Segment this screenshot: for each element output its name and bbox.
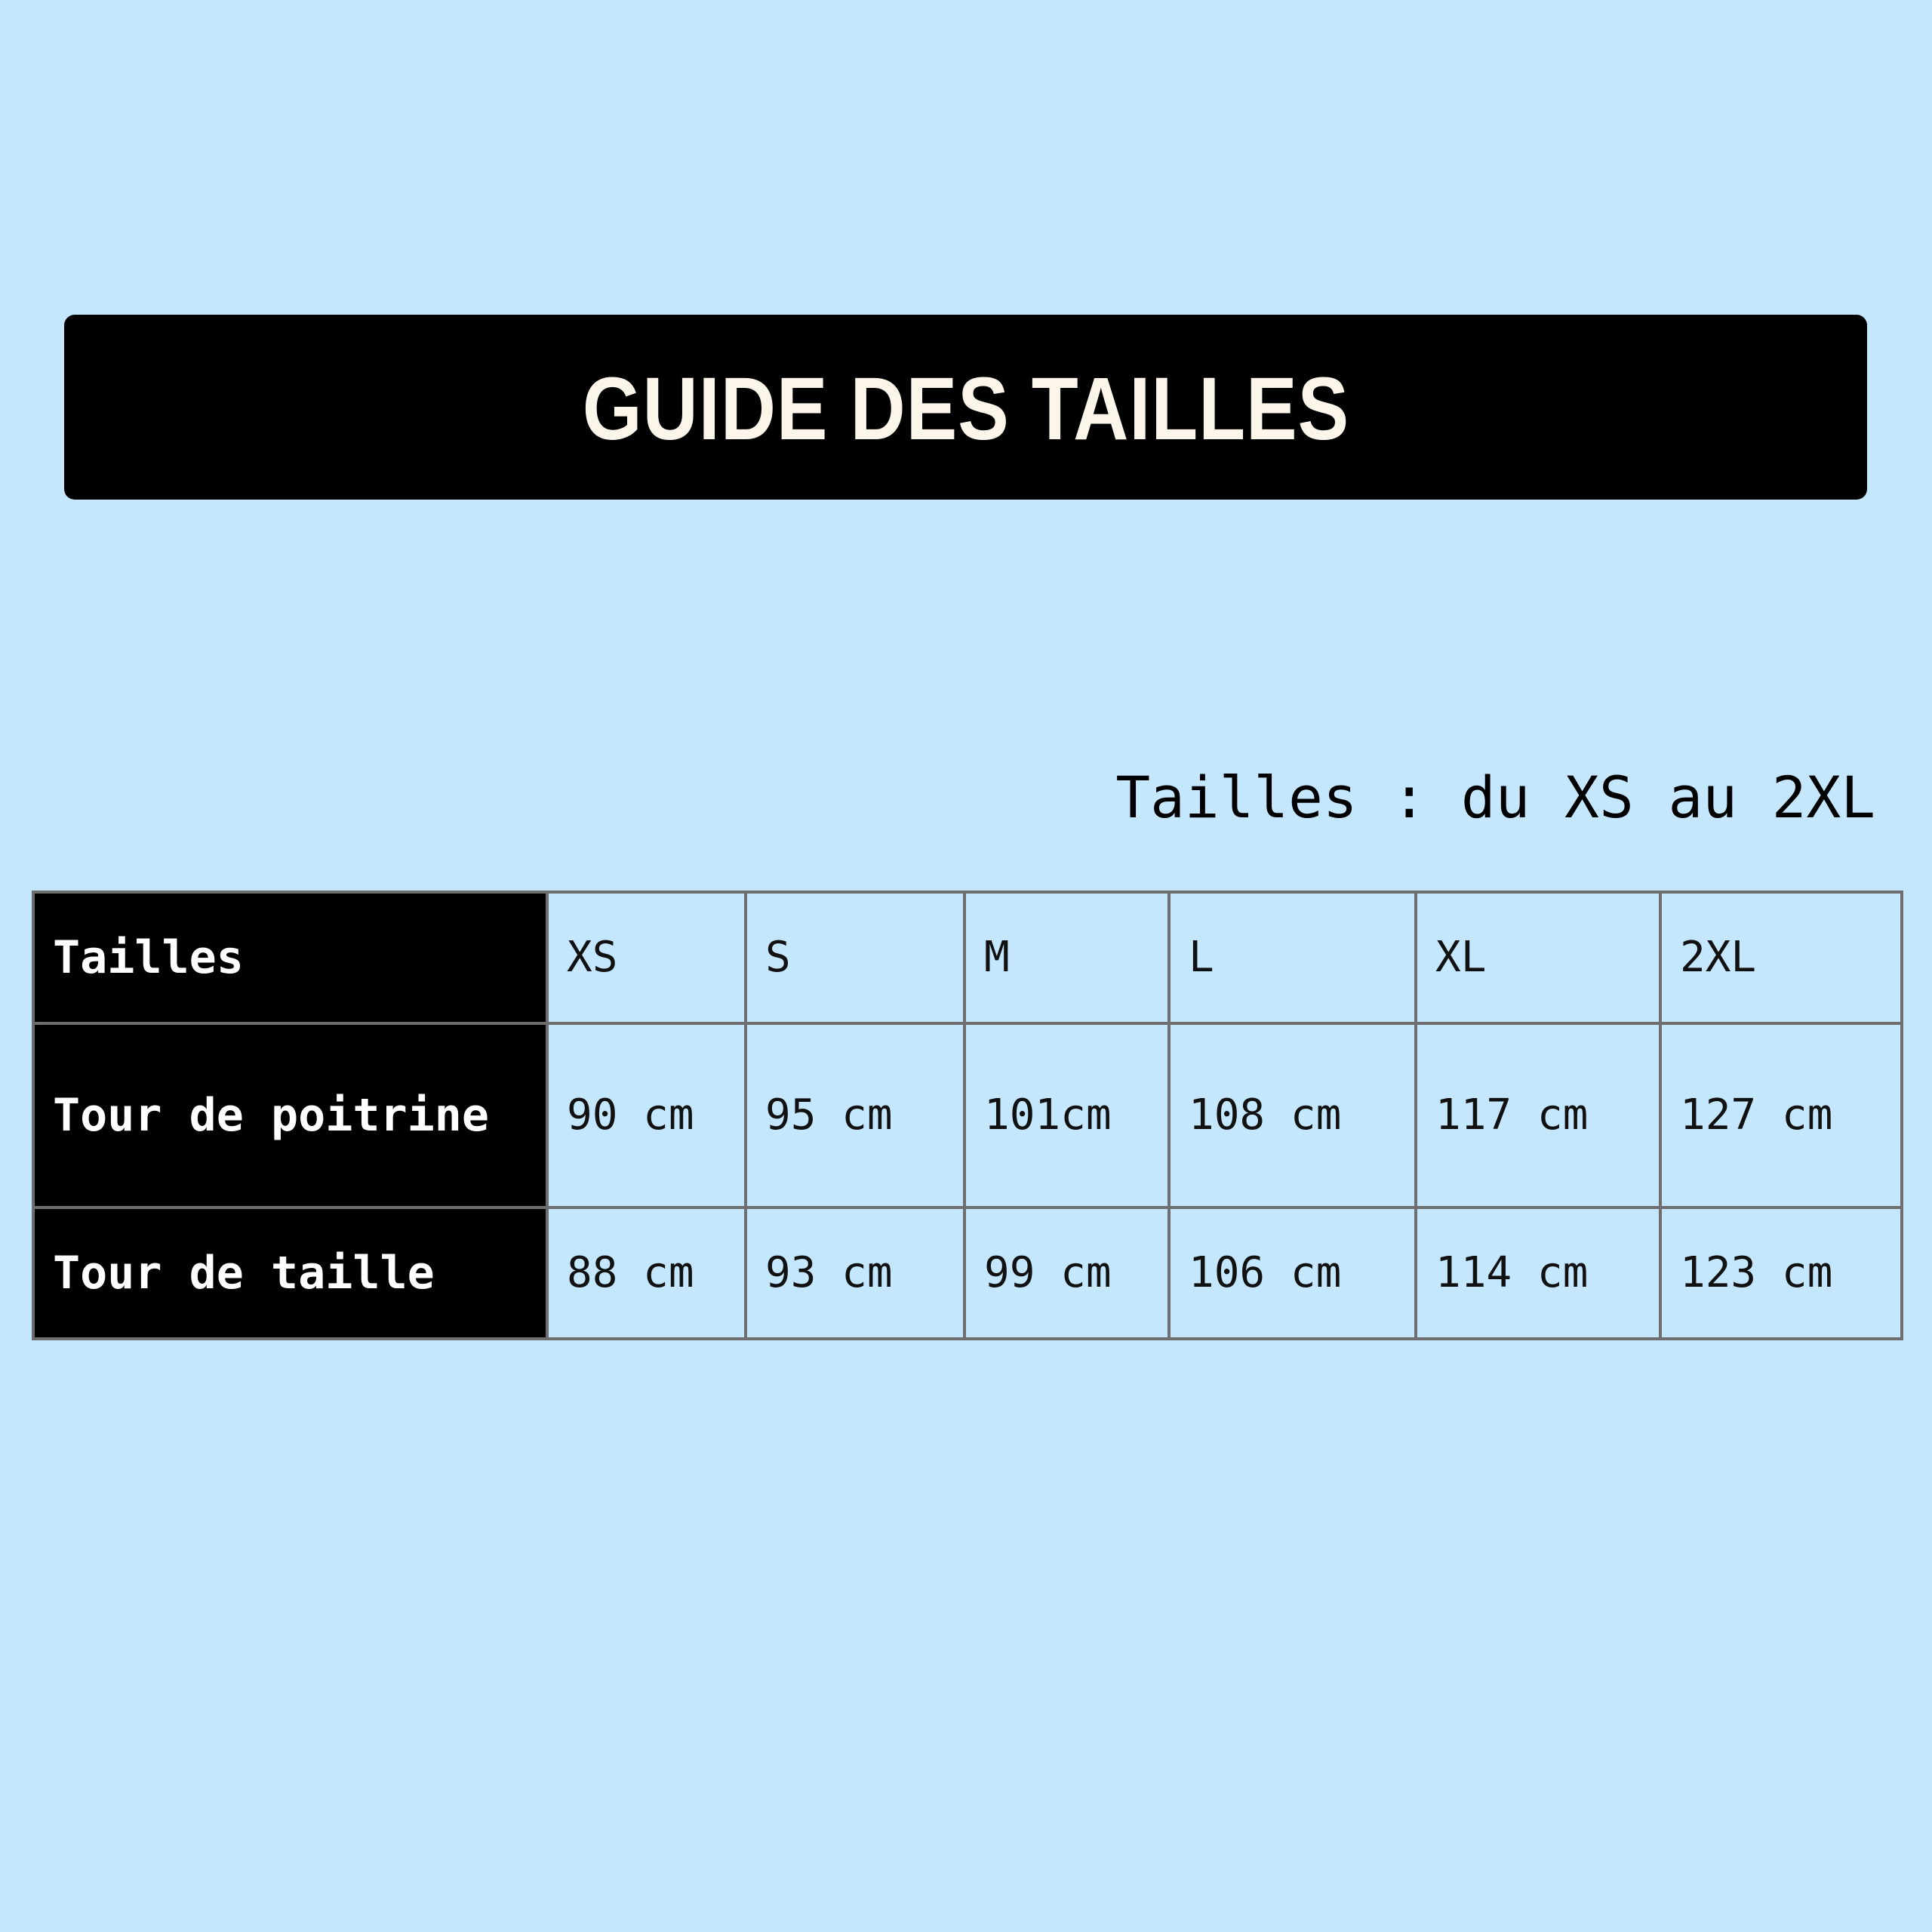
table-row-waist	[33, 1208, 1902, 1339]
waist-cell-xs: 88 cm	[547, 1208, 746, 1339]
waist-cell-xl: 114 cm	[1416, 1208, 1660, 1339]
size-cell-m: M	[964, 892, 1169, 1023]
chest-cell-l: 108 cm	[1169, 1023, 1416, 1208]
waist-cell-s: 93 cm	[746, 1208, 964, 1339]
size-range-subtitle: Tailles : du XS au 2XL	[1115, 764, 1875, 831]
size-cell-2xl: 2XL	[1660, 892, 1902, 1023]
chest-cell-xl: 117 cm	[1416, 1023, 1660, 1208]
row-header-chest: Tour de poitrine	[33, 1023, 547, 1208]
chest-cell-xs: 90 cm	[547, 1023, 746, 1208]
page-title: GUIDE DES TAILLES	[582, 358, 1349, 459]
chest-cell-m: 101cm	[964, 1023, 1169, 1208]
waist-cell-2xl: 123 cm	[1660, 1208, 1902, 1339]
size-chart-table	[32, 891, 1903, 1340]
chest-cell-s: 95 cm	[746, 1023, 964, 1208]
waist-cell-m: 99 cm	[964, 1208, 1169, 1339]
size-cell-xs: XS	[547, 892, 746, 1023]
size-cell-xl: XL	[1416, 892, 1660, 1023]
table-row-sizes	[33, 892, 1902, 1023]
row-header-waist: Tour de taille	[33, 1208, 547, 1339]
table-row-chest	[33, 1023, 1902, 1208]
waist-cell-l: 106 cm	[1169, 1208, 1416, 1339]
title-banner	[64, 315, 1867, 500]
chest-cell-2xl: 127 cm	[1660, 1023, 1902, 1208]
size-cell-l: L	[1169, 892, 1416, 1023]
row-header-sizes: Tailles	[33, 892, 547, 1023]
size-cell-s: S	[746, 892, 964, 1023]
